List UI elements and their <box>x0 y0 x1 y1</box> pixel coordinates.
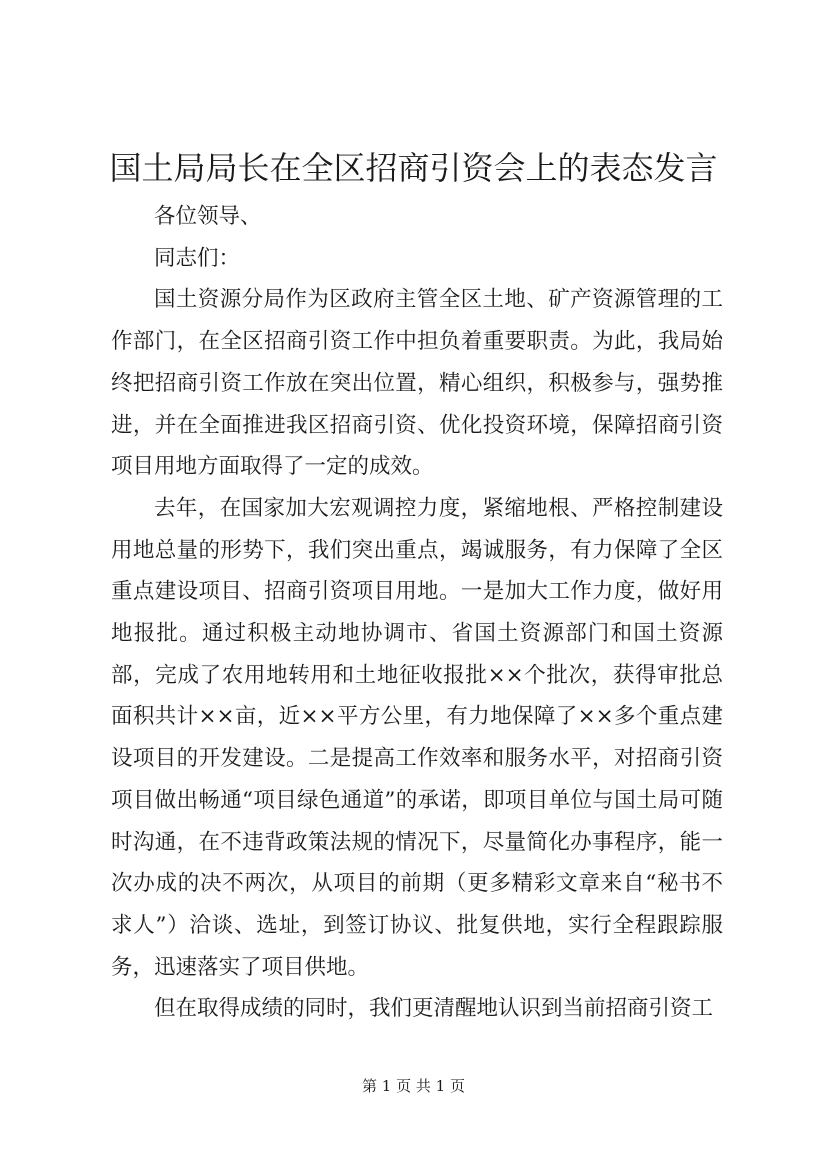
body-paragraph: 国土资源分局作为区政府主管全区土地、矿产资源管理的工作部门，在全区招商引资工作中担负着重要职责。为此，我局始终把招商引资工作放在突出位置，精心组织，积极参与，强势推进，并在全面推进我区招商引资、优化投资环境，保障招商引资项目用地方面取得了一定的成效。 <box>111 287 723 480</box>
body-paragraph: 但在取得成绩的同时，我们更清醒地认识到当前招商引资工 <box>154 996 714 1022</box>
body-paragraph: 去年，在国家加大宏观调控力度，紧缩地根、严格控制建设用地总量的形势下，我们突出重点，竭诚服务，有力保障了全区重点建设项目、招商引资项目用地。一是加大工作力度，做好用地报批。通过积极主动地协调市、省国土资源部门和国土资源部，完成了农用地转用和土地征收报批××个批次，获得审批总面积共计××亩，近××平方公里，有力地保障了××多个重点建设项目的开发建设。二是提高工作效率和服务水平，对招商引资项目做出畅通“项目绿色通道”的承诺，即项目单位与国土局可随时沟通，在不违背政策法规的情况下，尽量简化办事程序，能一次办成的决不两次，从项目的前期（更多精彩文章来自“秘书不求人”）洽谈、选址，到签订协议、批复供地，实行全程跟踪服务，迅速落实了项目供地。 <box>111 495 723 980</box>
salutation-line: 同志们： <box>154 245 241 271</box>
page-number-footer: 第 1 页 共 1 页 <box>362 1077 465 1095</box>
document-title: 国土局局长在全区招商引资会上的表态发言 <box>109 149 718 187</box>
salutation-line: 各位领导、 <box>154 204 262 229</box>
document-body <box>111 196 723 1030</box>
